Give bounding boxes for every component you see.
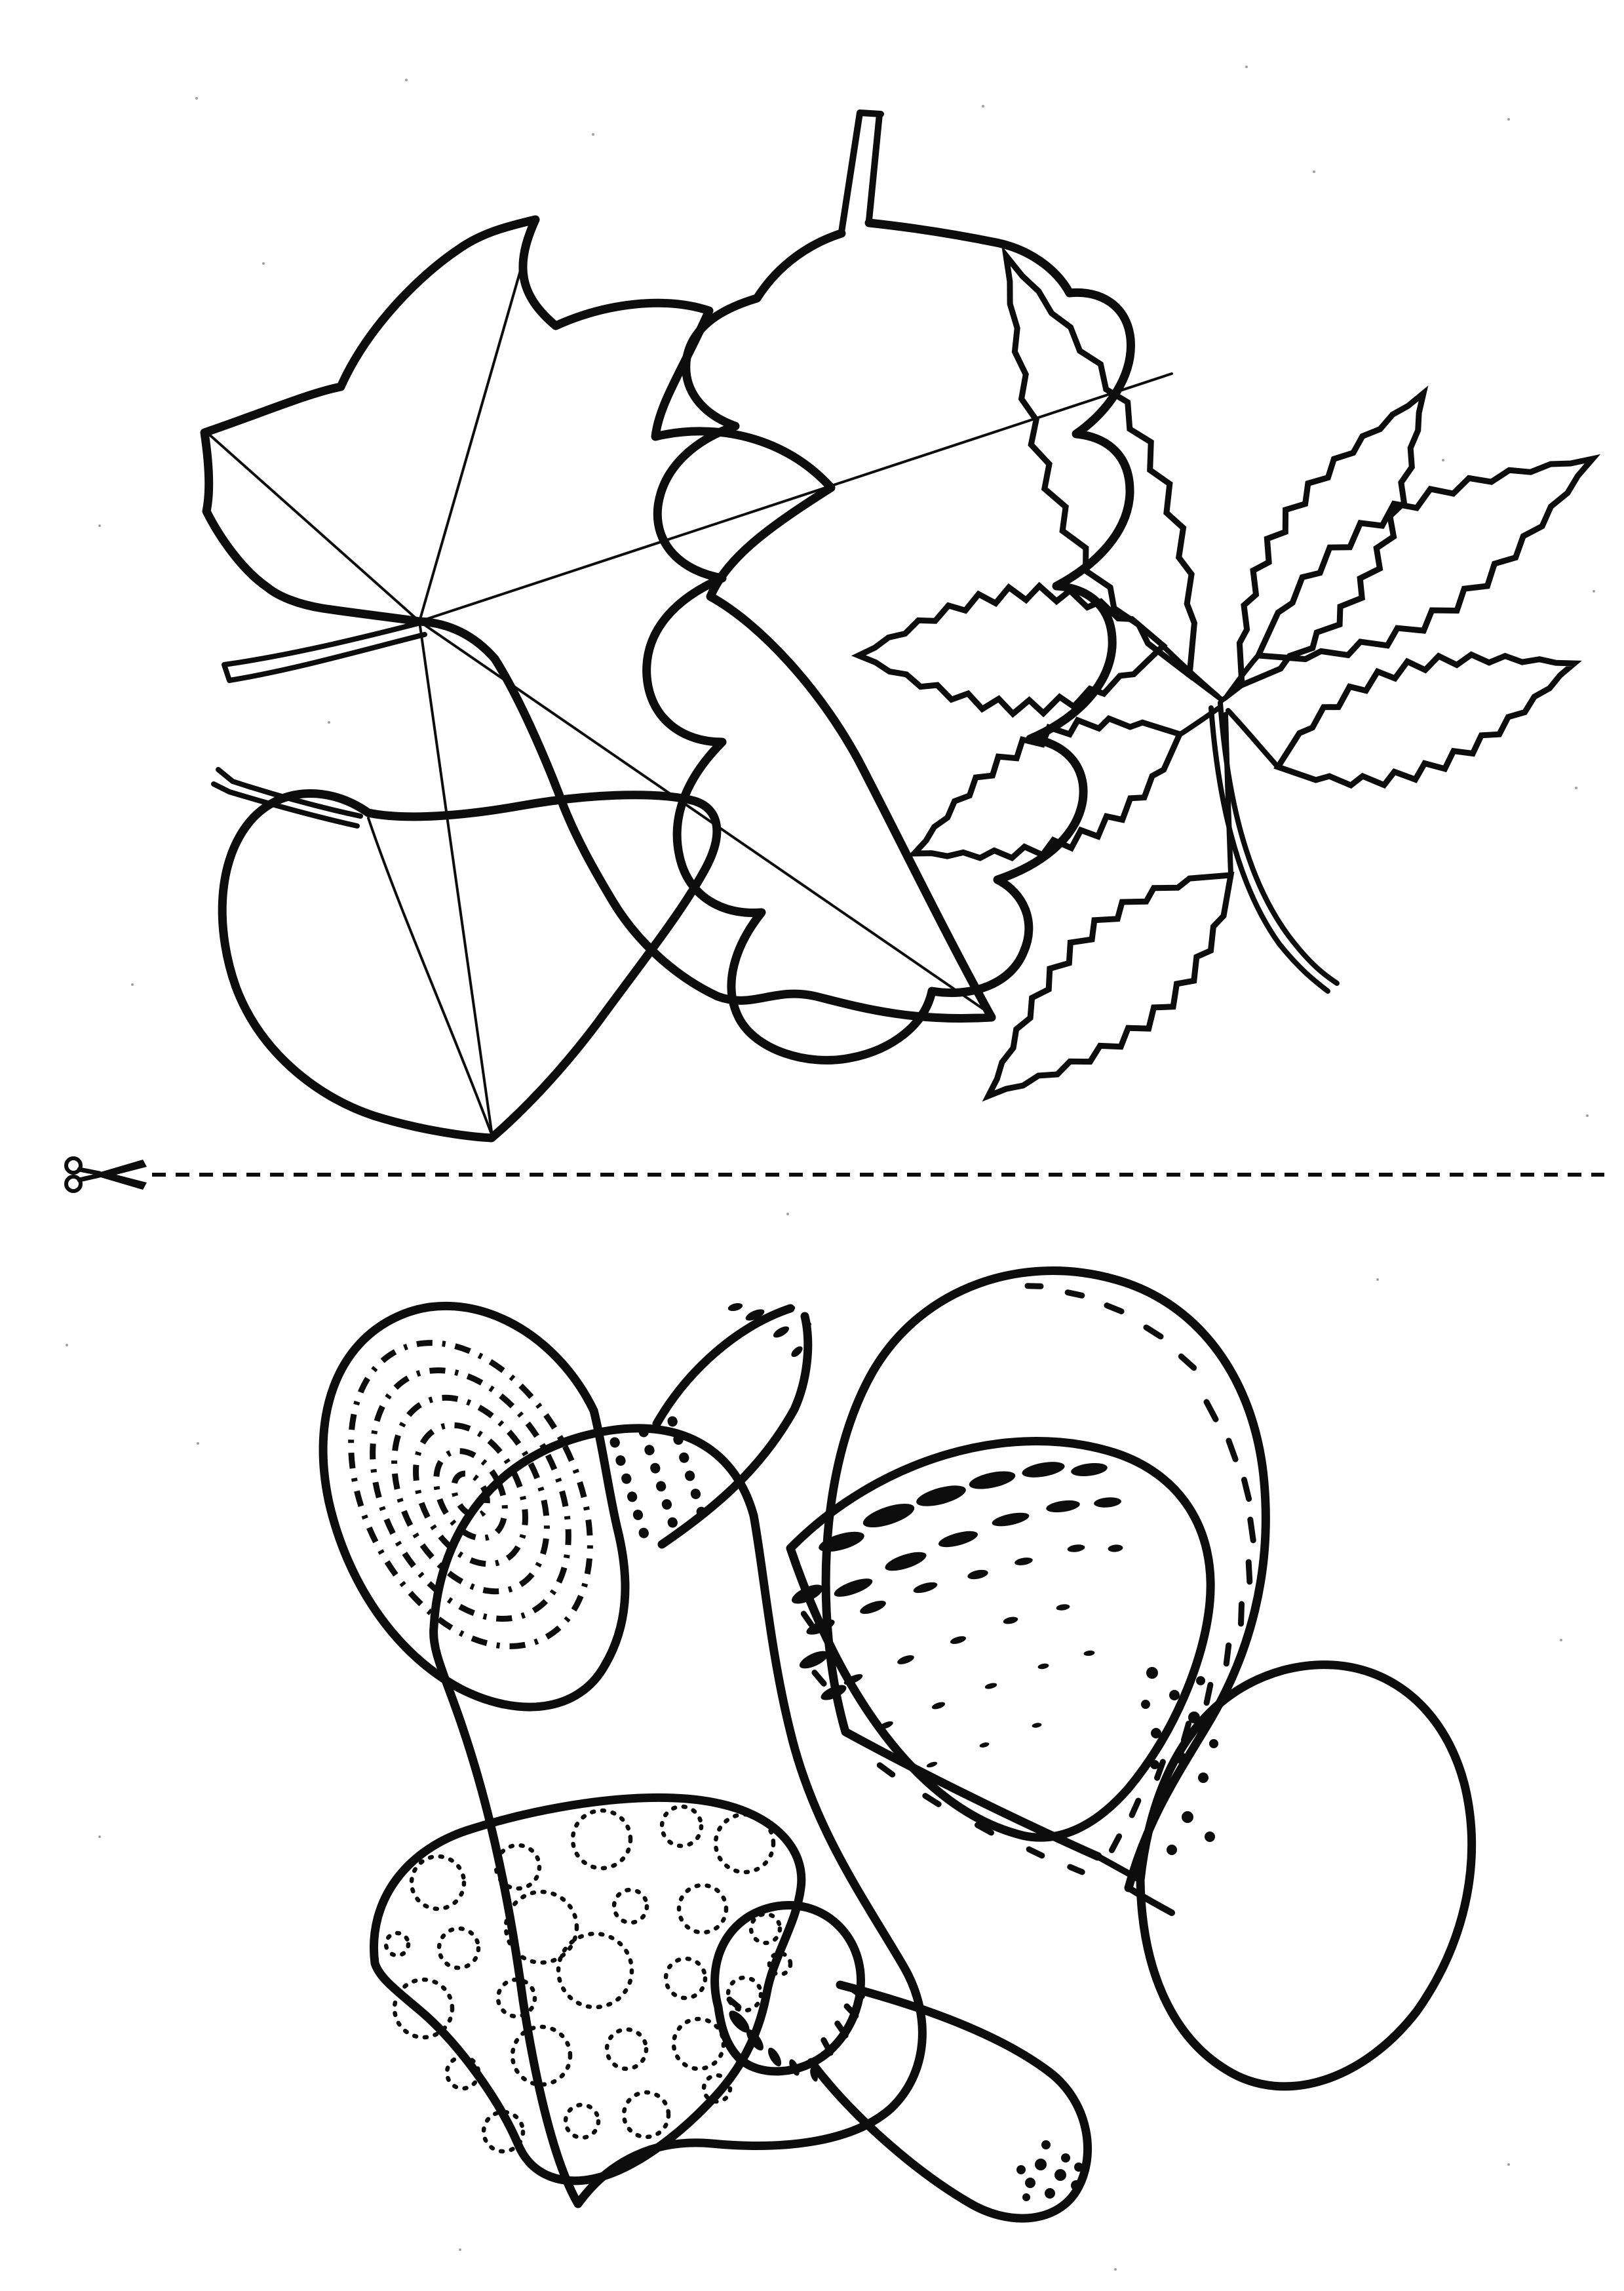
small-stem-mushroom [715,1905,1088,2218]
cap-blotch [832,1575,875,1600]
cap-fleck [1112,1836,1119,1850]
cap-fleck [1248,1562,1250,1582]
dotted-spot [386,1933,408,1955]
stalk-dot [1182,1811,1193,1823]
cap-blotch [1045,1498,1081,1514]
noise-speck [66,1344,68,1346]
outer-cap-outline [826,1271,1266,1888]
cap-blotch [912,1580,938,1596]
serrated-leaflet [914,718,1180,858]
noise-speck [1586,1114,1589,1117]
noise-speck [98,524,101,527]
gill-blob [765,2046,784,2069]
tip-dot [1025,2178,1035,2188]
dotted-spot [666,1959,705,1998]
dotted-spot [607,2029,646,2069]
noise-speck [1507,2163,1510,2166]
dotted-spot [624,2092,668,2137]
cap-fleck [925,1796,938,1805]
spotted-cap-outline [374,1797,801,2180]
cap-blotch [950,1635,967,1646]
cap-blotch [860,1498,917,1532]
tip-dot [1035,2159,1047,2170]
cap-blotch [937,1528,980,1550]
noise-speck [262,262,265,265]
noise-speck [1313,170,1315,173]
tip-dot [1041,2140,1051,2149]
morel-texture-ring [448,1468,494,1521]
heart-leaf-outline [222,793,717,1138]
noise-speck [1575,787,1577,789]
morel-texture-ring [423,1439,519,1550]
cap-blotch [967,1468,1016,1492]
noise-speck [1442,459,1444,461]
noise-speck [1560,1639,1562,1641]
tip-dot [1061,2153,1070,2163]
cap-blotch [1093,1497,1121,1509]
cap-fleck [1107,1306,1121,1312]
stalk-dot [1169,1690,1180,1700]
cap-blotch [1056,1603,1070,1611]
cap-blotch [1032,1722,1042,1728]
cap-blotch [1014,1556,1033,1567]
cap-fleck [1029,1849,1042,1856]
noise-speck [1376,1278,1379,1281]
cap-fleck [1250,1519,1253,1540]
cap-blotch [979,1742,990,1748]
dotted-spot [506,1892,577,1963]
cap-fleck [1070,1867,1082,1872]
cap-blotch [859,1598,888,1616]
cap-blotch [1003,1616,1019,1626]
gill-tick [729,1999,739,2007]
maple-vein [419,223,534,621]
dotted-spot [498,1980,535,2016]
dotted-spot [558,1934,632,2007]
scissors-shank [79,1175,100,1180]
noise-speck [786,1213,789,1215]
mushrooms-section [303,1271,1472,2219]
scissors-shank [79,1169,100,1173]
cap-fleck [803,1614,811,1624]
scissors-icon [66,1158,147,1191]
tip-dot [1071,2180,1081,2191]
cap-fleck [1181,1356,1193,1367]
rowan-petioles [1164,647,1277,874]
tip-dot [1045,2188,1055,2199]
cap-blotch [984,1682,997,1690]
maple-stem [224,623,425,680]
oak-stem [841,113,881,232]
cap-blotch [926,1761,938,1769]
dotted-spot [662,1807,701,1846]
morel-texture-ring [394,1407,547,1582]
cap-blotch [914,1481,968,1510]
stalk-dot [1167,1845,1177,1855]
noise-speck [328,721,330,724]
cap-blotch [1021,1459,1066,1480]
morel-cap-texture [303,1302,638,1687]
cap-fleck [1207,1402,1216,1419]
spotted-cap-dotted-circles [386,1807,790,2151]
cap-fleck [1132,1801,1138,1815]
dotted-spot [679,1885,726,1932]
stalk-dot [1209,1739,1218,1748]
serrated-leaflet [859,586,1163,714]
dark-tip-blotch [727,1302,744,1312]
morel-texture-ring [303,1302,638,1687]
stalk-dot [1198,1772,1208,1783]
cap-blotch [1108,1544,1123,1553]
cap-fleck [1229,1441,1235,1459]
cap-fleck [1028,1286,1041,1287]
maple-vein [419,621,492,1131]
noise-speck [131,983,134,986]
noise-speck [195,97,198,100]
dotted-spot [614,1890,647,1923]
maple-leaf-outline [204,220,992,1019]
spotted-cap-mushroom [374,1797,801,2180]
noise-speck [459,2248,461,2251]
dark-tip-blotch [771,1324,790,1340]
serrated-leaflet [1278,655,1574,785]
tip-dot [1016,2165,1026,2174]
noise-speck [1593,590,1595,593]
cap-blotch [991,1510,1030,1529]
tip-dot [1054,2169,1066,2181]
dotted-spot [412,1856,464,1909]
cap-fleck [1068,1293,1082,1296]
cap-blotch [967,1568,989,1580]
cap-fleck [1146,1327,1161,1337]
stalk-dot [1196,1676,1205,1685]
dotted-spot [439,1929,478,1968]
dot-row [644,1432,674,1526]
scissors-blade [98,1171,147,1190]
noise-speck [1114,2268,1117,2271]
cap-blotch [1037,1663,1049,1670]
dotted-spot [566,2105,598,2138]
dotted-spot [573,1811,630,1868]
dotted-spot [751,1914,780,1943]
morel-texture-ring [364,1372,578,1617]
cut-line-divider [66,1158,1604,1191]
cap-blotch [1083,1650,1095,1656]
dark-tip-blotch [790,1344,805,1359]
inner-cone-cap [790,1441,1210,1838]
leaves-section [204,113,1593,1138]
noise-speck [1245,66,1248,68]
maple-vein [419,621,992,1015]
cap-fleck [1226,1645,1228,1664]
cap-blotch [896,1653,915,1666]
dark-cap-mushroom [789,1271,1266,1913]
tip-dot [1074,2163,1083,2172]
stalk-dot [1146,1667,1158,1679]
noise-speck [98,1835,101,1838]
cap-blotch [883,1548,928,1575]
cap-fleck [1244,1479,1248,1498]
cap-fleck [815,1673,824,1684]
stalk-dot [1150,1760,1159,1769]
curved-stem-outline [657,1308,808,1544]
cap-fleck [1207,1685,1210,1702]
gill-tick [838,2024,845,2035]
stalk-dot [1151,1728,1161,1738]
noise-speck [982,105,984,108]
stalk-dot [1205,1831,1215,1842]
morel-mushroom [303,1302,703,1707]
noise-speck [592,133,594,136]
tip-dot [1022,2193,1030,2201]
dotted-spot [716,1814,773,1872]
noise-speck [197,1442,199,1445]
cap-fleck [880,1765,892,1774]
dotted-spot [512,2027,570,2085]
cap-blotch [931,1700,946,1710]
oak-leaf-outline [647,223,1131,1060]
stalk-dot [1141,1700,1150,1709]
curved-stem-mushroom [657,1302,813,1544]
heart-leaf-vein [368,818,492,1134]
cap-fleck [1241,1604,1242,1624]
cap-blotch [1070,1461,1108,1478]
noise-speck [1507,118,1510,121]
dotted-spot [674,2019,724,2069]
maple-vein [207,433,419,621]
cap-blotch [1067,1544,1085,1554]
noise-speck [405,79,408,81]
